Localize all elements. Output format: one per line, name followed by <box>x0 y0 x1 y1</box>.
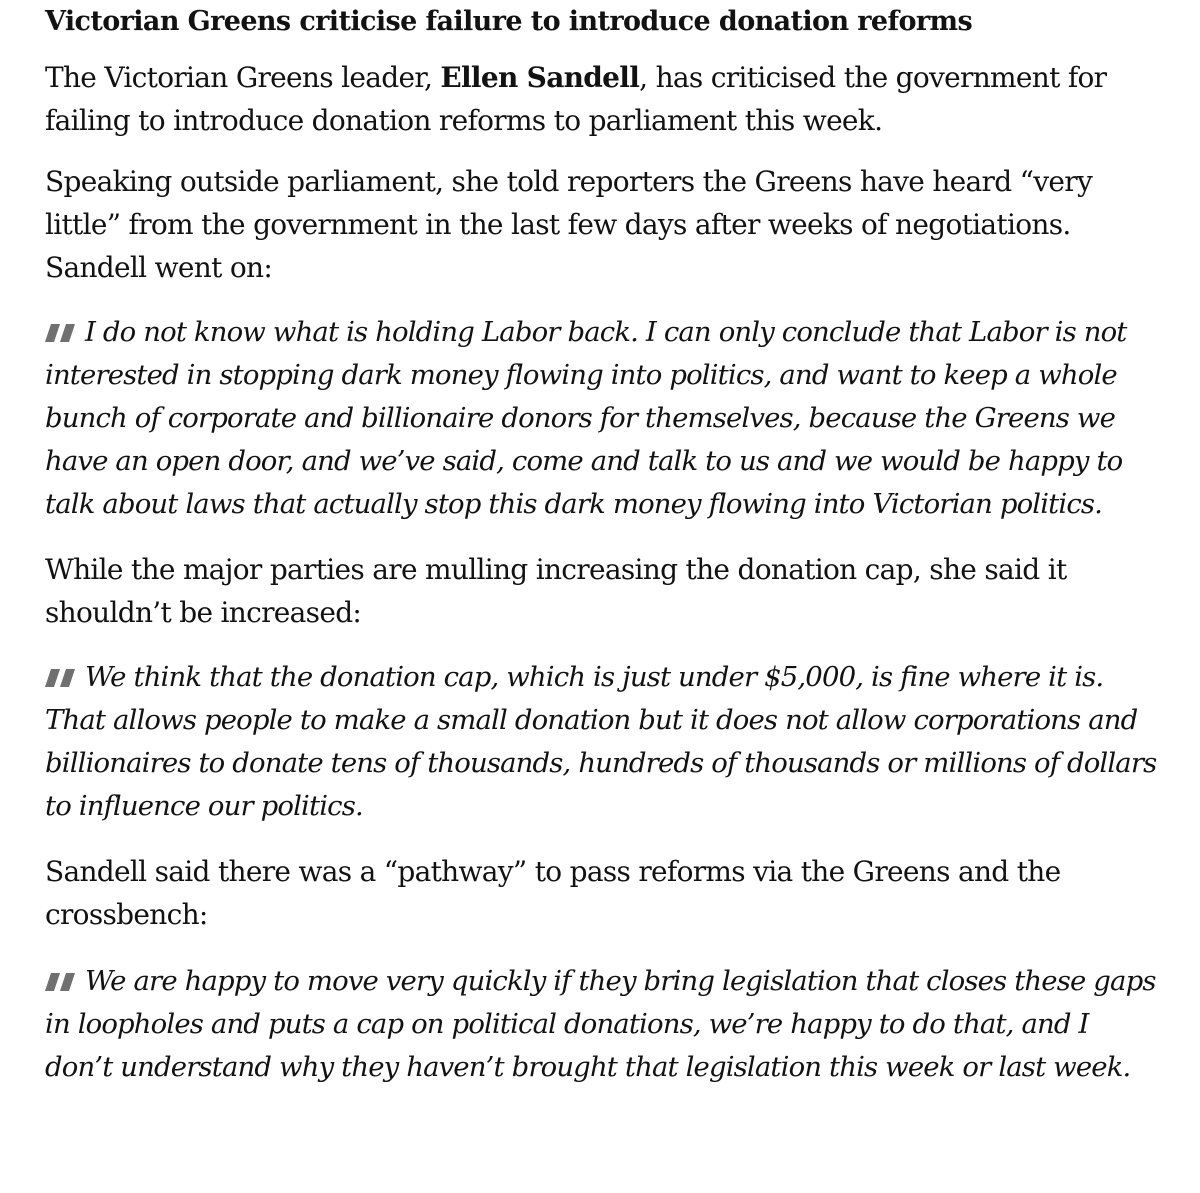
article-headline: Victorian Greens criticise failure to introduce donation reforms <box>45 6 973 37</box>
paragraph-intro-rest: , has criticised the government for failing to introduce donation reforms to parliament this week. <box>45 61 1107 137</box>
paragraph-donation-cap: While the major parties are mulling increasing the donation cap, she said it shouldn’t be increased: <box>45 553 1067 629</box>
quote-mark-icon <box>45 324 79 342</box>
person-name: Ellen Sandell <box>440 61 640 94</box>
article-body <box>45 0 1160 1089</box>
quote-mark-icon <box>45 669 79 687</box>
quote-text: We think that the donation cap, which is just under $5,000, is fine where it is. That allows people to make a small donation but it does not allow corporations and billionaires to donate tens of thousands, hundreds of thousands or millions of dollars to influence our politics. <box>45 661 1157 822</box>
paragraph-negotiations: Speaking outside parliament, she told reporters the Greens have heard “very little” from the government in the last few days after weeks of negotiations. Sandell went on: <box>45 165 1093 284</box>
paragraph-intro <box>45 56 1160 142</box>
blockquote-dark-money <box>45 311 1160 526</box>
paragraph-pathway: Sandell said there was a “pathway” to pass reforms via the Greens and the crossbench: <box>45 855 1061 931</box>
quote-mark-icon <box>45 973 79 991</box>
paragraph-intro-lead: The Victorian Greens leader, <box>45 61 441 94</box>
quote-text: I do not know what is holding Labor back. I can only conclude that Labor is not interested in stopping dark money flowing into politics, and want to keep a whole bunch of corporate and billionaire donors for themselves, because the Greens we have an open door, and we’ve said, come and talk to us and we would be happy to talk about laws that actually stop this dark money flowing into Victorian politics. <box>45 316 1127 520</box>
quote-text: We are happy to move very quickly if they bring legislation that closes these gaps in loopholes and puts a cap on political donations, we’re happy to do that, and I don’t understand why they haven’t brought that legislation this week or last week. <box>45 965 1156 1083</box>
blockquote-legislation <box>45 960 1160 1089</box>
blockquote-donation-cap <box>45 656 1160 828</box>
